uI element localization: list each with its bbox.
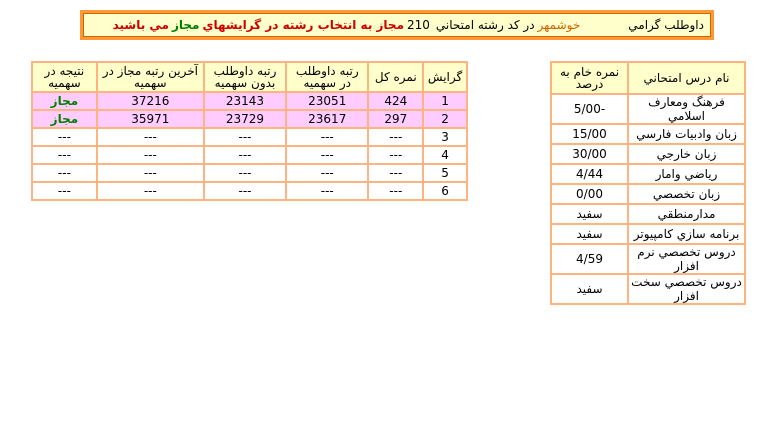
allowed-word: مجاز bbox=[171, 18, 200, 32]
rank-without-quota: --- bbox=[204, 128, 286, 146]
last-allowed-rank: 35971 bbox=[97, 110, 204, 128]
rank-in-quota: 23617 bbox=[286, 110, 368, 128]
quota-result: --- bbox=[32, 164, 97, 182]
course-name: برنامه سازي كامپيوتر bbox=[628, 224, 745, 244]
quota-result: --- bbox=[32, 182, 97, 200]
result-row bbox=[32, 182, 467, 200]
total-score: --- bbox=[368, 128, 423, 146]
rank-in-quota: --- bbox=[286, 128, 368, 146]
score-row bbox=[551, 164, 745, 184]
last-allowed-rank: --- bbox=[97, 164, 204, 182]
specialization-number: 2 bbox=[423, 110, 467, 128]
last-allowed-rank: --- bbox=[97, 182, 204, 200]
col-course-name: نام درس امتحاني bbox=[628, 62, 745, 94]
total-score: 297 bbox=[368, 110, 423, 128]
course-name: زبان خارجي bbox=[628, 144, 745, 164]
rank-without-quota: 23729 bbox=[204, 110, 286, 128]
phrase-are: مي باشيد bbox=[112, 18, 169, 32]
course-name: دروس تخصصي نرم افزار bbox=[628, 244, 745, 274]
rank-without-quota: 23143 bbox=[204, 92, 286, 110]
phrase-exam-code: در کد رشته امتحاني bbox=[435, 18, 535, 32]
score-row bbox=[551, 224, 745, 244]
specialization-number: 6 bbox=[423, 182, 467, 200]
course-name: فرهنگ ومعارف اسلامي bbox=[628, 94, 745, 124]
score-row bbox=[551, 184, 745, 204]
exam-scores-table bbox=[550, 61, 746, 305]
score-row bbox=[551, 274, 745, 304]
course-name: زبان وادبيات فارسي bbox=[628, 124, 745, 144]
course-score: سفيد bbox=[551, 224, 628, 244]
col-rank-quota: رتبه داوطلب در سهميه bbox=[286, 62, 368, 92]
rank-in-quota: 23051 bbox=[286, 92, 368, 110]
result-row bbox=[32, 128, 467, 146]
score-row bbox=[551, 94, 745, 124]
last-allowed-rank: 37216 bbox=[97, 92, 204, 110]
candidate-name: خوشمهر bbox=[537, 18, 581, 32]
quota-result: مجاز bbox=[32, 110, 97, 128]
rank-without-quota: --- bbox=[204, 164, 286, 182]
greeting-label: داوطلب گرامي bbox=[628, 18, 704, 32]
rank-in-quota: --- bbox=[286, 182, 368, 200]
course-score: سفيد bbox=[551, 274, 628, 304]
course-score: سفيد bbox=[551, 204, 628, 224]
score-row bbox=[551, 144, 745, 164]
rank-in-quota: --- bbox=[286, 146, 368, 164]
col-total-score: نمره کل bbox=[368, 62, 423, 92]
course-score: 30/00 bbox=[551, 144, 628, 164]
course-score: 4/59 bbox=[551, 244, 628, 274]
score-row bbox=[551, 204, 745, 224]
course-score: 4/44 bbox=[551, 164, 628, 184]
result-banner bbox=[80, 10, 714, 40]
specialization-number: 3 bbox=[423, 128, 467, 146]
score-row bbox=[551, 124, 745, 144]
total-score: 424 bbox=[368, 92, 423, 110]
course-score: -5/00 bbox=[551, 94, 628, 124]
course-name: زبان تخصصي bbox=[628, 184, 745, 204]
rank-without-quota: --- bbox=[204, 182, 286, 200]
exam-code: 210 bbox=[407, 18, 430, 32]
course-score: 0/00 bbox=[551, 184, 628, 204]
rank-without-quota: --- bbox=[204, 146, 286, 164]
phrase-allowed-select: مجاز به انتخاب رشته در گرايشهاي bbox=[202, 18, 404, 32]
col-result: نتيجه در سهميه bbox=[32, 62, 97, 92]
result-message bbox=[83, 13, 711, 37]
total-score: --- bbox=[368, 164, 423, 182]
col-raw-score: نمره خام به درصد bbox=[551, 62, 628, 94]
result-row bbox=[32, 92, 467, 110]
course-name: دروس تخصصي سخت افزار bbox=[628, 274, 745, 304]
col-rank-no-quota: رتبه داوطلب بدون سهميه bbox=[204, 62, 286, 92]
result-row bbox=[32, 110, 467, 128]
specialization-number: 1 bbox=[423, 92, 467, 110]
course-name: رياضي وامار bbox=[628, 164, 745, 184]
specialization-number: 4 bbox=[423, 146, 467, 164]
course-name: مدارمنطقي bbox=[628, 204, 745, 224]
col-last-allowed-rank: آخرين رتبه مجاز در سهميه bbox=[97, 62, 204, 92]
specialization-results-table bbox=[31, 61, 468, 201]
total-score: --- bbox=[368, 146, 423, 164]
result-row bbox=[32, 146, 467, 164]
col-specialization: گرايش bbox=[423, 62, 467, 92]
specialization-number: 5 bbox=[423, 164, 467, 182]
result-row bbox=[32, 164, 467, 182]
last-allowed-rank: --- bbox=[97, 146, 204, 164]
quota-result: --- bbox=[32, 146, 97, 164]
last-allowed-rank: --- bbox=[97, 128, 204, 146]
rank-in-quota: --- bbox=[286, 164, 368, 182]
score-row bbox=[551, 244, 745, 274]
total-score: --- bbox=[368, 182, 423, 200]
quota-result: --- bbox=[32, 128, 97, 146]
quota-result: مجاز bbox=[32, 92, 97, 110]
course-score: 15/00 bbox=[551, 124, 628, 144]
